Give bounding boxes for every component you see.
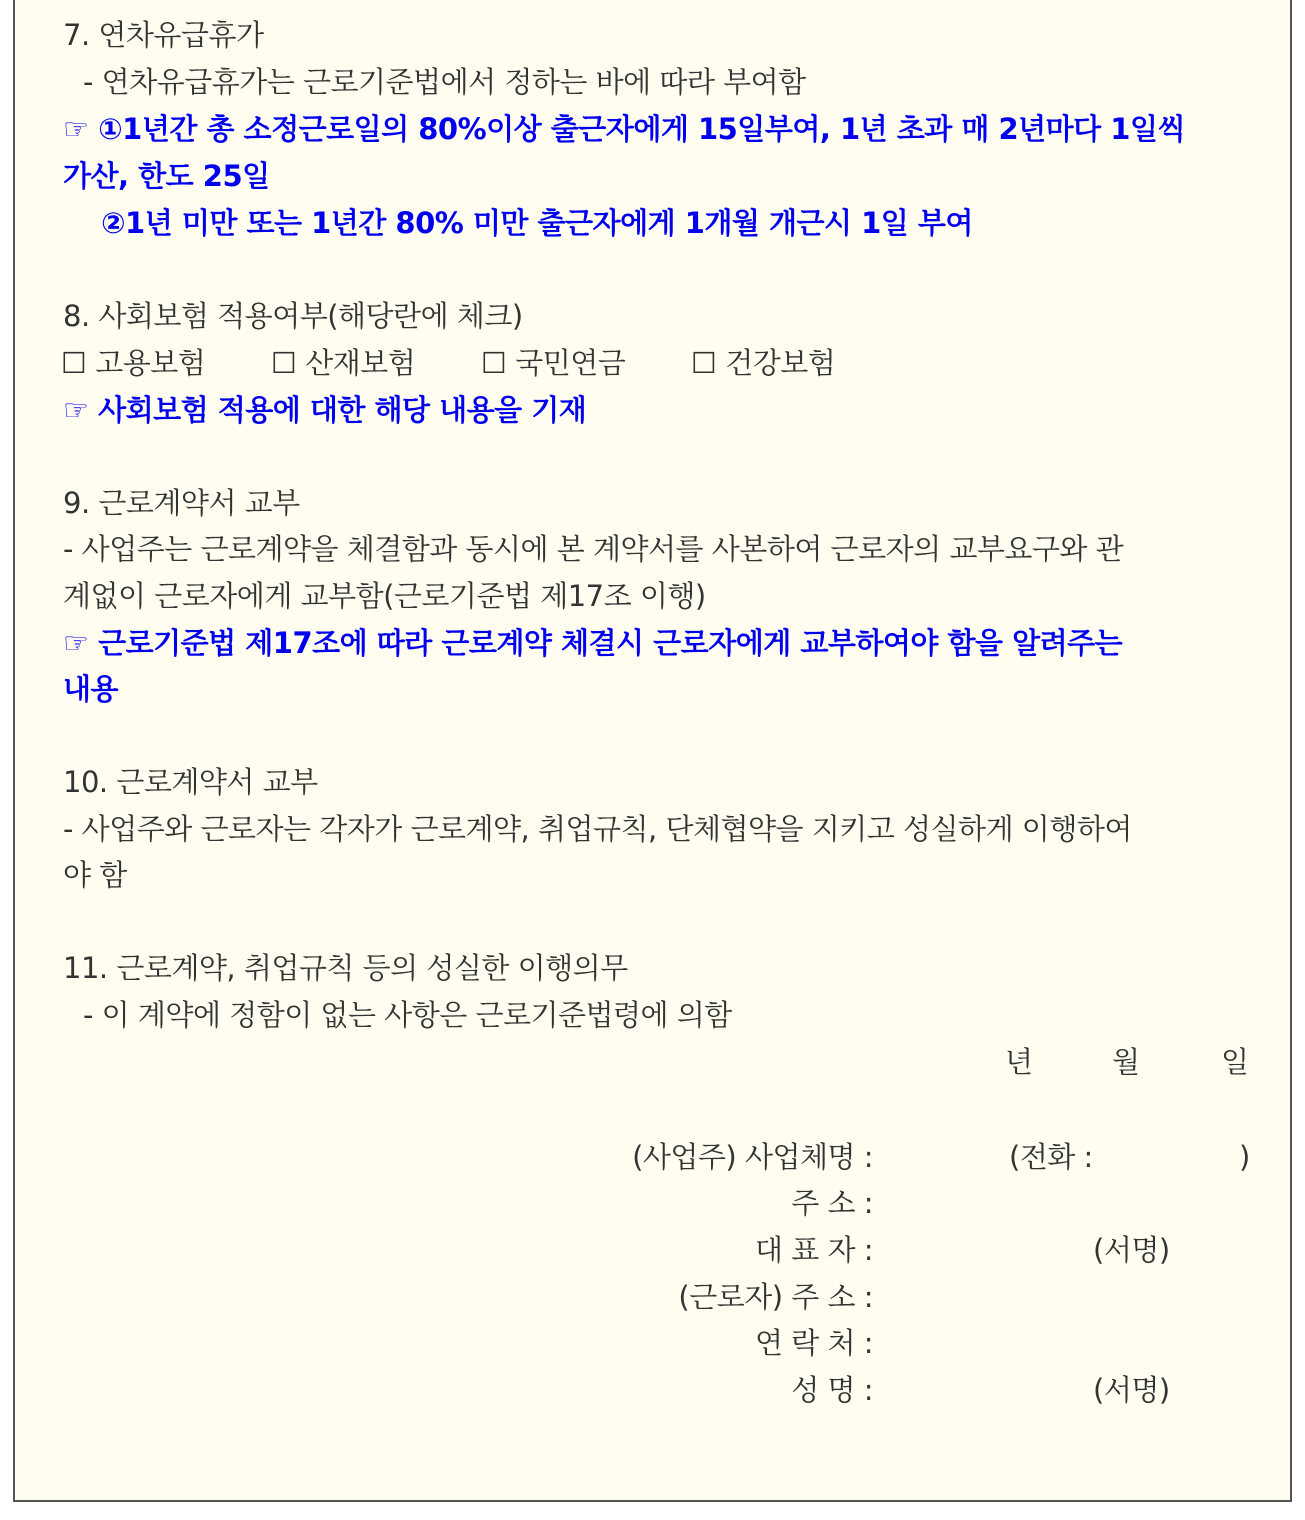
phone-label: (전화 :	[1009, 1140, 1093, 1174]
section-11-body: - 이 계약에 정함이 없는 사항은 근로기준법령에 의함	[83, 998, 732, 1032]
section-10-title: 10. 근로계약서 교부	[63, 765, 318, 799]
insurance-option-label: 산재보험	[305, 346, 416, 380]
section-9-note-line2: 내용	[63, 672, 119, 706]
checkbox-icon[interactable]: ☐	[61, 346, 87, 380]
section-8-title: 8. 사회보험 적용여부(해당란에 체크)	[63, 299, 523, 333]
phone-close-paren: )	[1239, 1140, 1250, 1174]
employer-address-label: 주 소 :	[791, 1186, 873, 1220]
section-10-body-line2: 야 함	[63, 858, 127, 892]
date-year-label: 년	[1005, 1045, 1033, 1079]
worker-name-label: 성 명 :	[791, 1373, 873, 1407]
employer-signature-label: (서명)	[1093, 1233, 1170, 1267]
section-9-note-line1: ☞ 근로기준법 제17조에 따라 근로계약 체결시 근로자에게 교부하여야 함을 알려주는	[63, 626, 1123, 660]
checkbox-icon[interactable]: ☐	[691, 346, 717, 380]
insurance-option-2[interactable]	[271, 340, 415, 387]
section-7-title: 7. 연차유급휴가	[63, 18, 264, 52]
section-8-note: ☞ 사회보험 적용에 대한 해당 내용을 기재	[63, 393, 587, 427]
insurance-option-1[interactable]	[61, 340, 205, 387]
section-9-body-line2: 계없이 근로자에게 교부함(근로기준법 제17조 이행)	[63, 579, 706, 613]
section-9-body-line1: - 사업주는 근로계약을 체결함과 동시에 본 계약서를 사본하여 근로자의 교부요구와 관	[63, 532, 1124, 566]
insurance-option-label: 고용보험	[95, 346, 206, 380]
insurance-option-label: 건강보험	[725, 346, 836, 380]
insurance-option-3[interactable]	[481, 340, 625, 387]
checkbox-icon[interactable]: ☐	[271, 346, 297, 380]
section-7-note-line3: ②1년 미만 또는 1년간 80% 미만 출근자에게 1개월 개근시 1일 부여	[101, 206, 973, 240]
insurance-option-label: 국민연금	[515, 346, 626, 380]
date-month-label: 월	[1112, 1045, 1140, 1079]
section-7-note-line1: ☞ ①1년간 총 소정근로일의 80%이상 출근자에게 15일부여, 1년 초과 매 2년마다 1일씩	[63, 112, 1186, 146]
section-9-title: 9. 근로계약서 교부	[63, 486, 300, 520]
section-10-body-line1: - 사업주와 근로자는 각자가 근로계약, 취업규칙, 단체협약을 지키고 성실하게 이행하여	[63, 812, 1132, 846]
worker-address-label: (근로자) 주 소 :	[678, 1280, 873, 1314]
date-day-label: 일	[1221, 1045, 1249, 1079]
section-11-title: 11. 근로계약, 취업규칙 등의 성실한 이행의무	[63, 951, 628, 985]
worker-contact-label: 연 락 처 :	[755, 1326, 873, 1360]
insurance-option-4[interactable]	[691, 340, 835, 387]
section-7-body: - 연차유급휴가는 근로기준법에서 정하는 바에 따라 부여함	[83, 65, 806, 99]
employer-business-name-label: (사업주) 사업체명 :	[632, 1140, 873, 1174]
worker-signature-label: (서명)	[1093, 1373, 1170, 1407]
contract-document	[13, 0, 1292, 1502]
checkbox-icon[interactable]: ☐	[481, 346, 507, 380]
section-7-note-line2: 가산, 한도 25일	[63, 159, 270, 193]
representative-label: 대 표 자 :	[755, 1233, 873, 1267]
